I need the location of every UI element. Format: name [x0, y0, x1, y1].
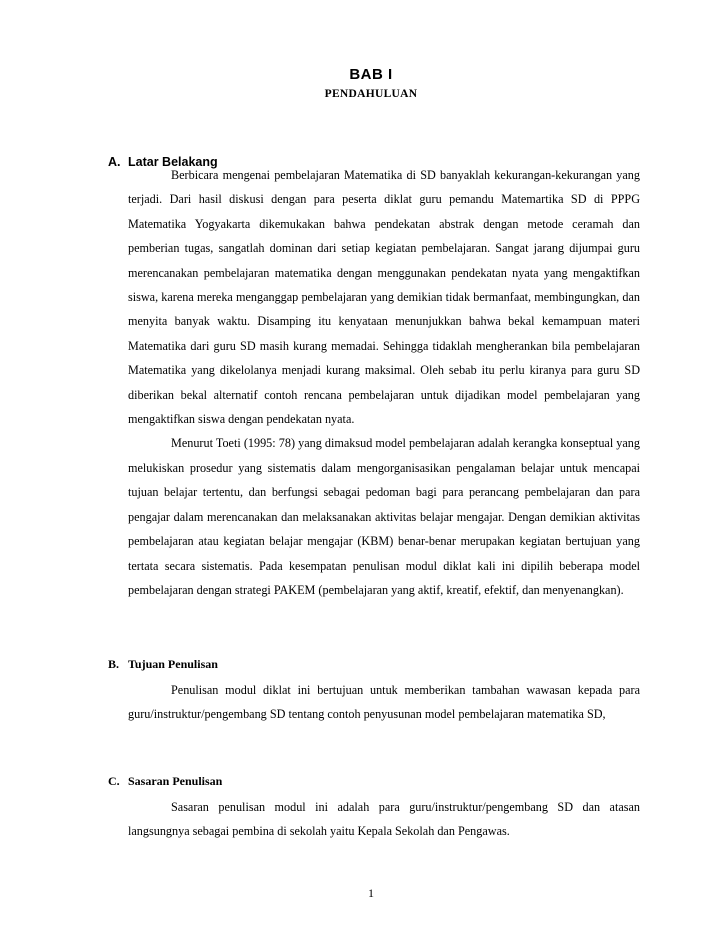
section-title: Sasaran Penulisan [128, 774, 223, 788]
chapter-title: PENDAHULUAN [324, 88, 418, 100]
paragraph: Menurut Toeti (1995: 78) yang dimaksud model pembelajaran adalah kerangka konseptual yang melukiskan prosedur yang sistematis dalam mengorganisasikan pengalaman belajar untuk mencapai tujuan belajar tertentu, dan berfungsi sebagai pedoman bagi para perancang pembelajaran dan para pengajar dalam merencanakan dan melaksanakan aktivitas belajar mengajar. Dengan demikian aktivitas pembelajaran atau kegiatan belajar mengajar (KBM) benar-benar merupakan kegiatan bertujuan yang tertata secara sistematis. Pada kesempatan penulisan modul diklat kali ini dipilih beberapa model pembelajaran dengan strategi PAKEM (pembelajaran yang aktif, kreatif, efektif, dan menyenangkan). [128, 436, 640, 597]
paragraph: Berbicara mengenai pembelajaran Matematika di SD banyaklah kekurangan-kekurangan yang terjadi. Dari hasil diskusi dengan para peserta diklat guru pemandu Matemartika SD di PPPG Matematika Yogyakarta dikemukakan bahwa pendekatan abstrak dengan metode ceramah dan pemberian tugas, sangatlah dominan dari setiap kegiatan pembelajaran. Sangat jarang dijumpai guru merencanakan pembelajaran matematika dengan menggunakan pendekatan nyata yang mengaktifkan siswa, karena mereka menganggap pembelajaran yang demikian tidak bermanfaat, membingungkan, dan menyita banyak waktu. Disamping itu kenyataan menunjukkan bahwa bekal kemampuan materi Matematika dari guru SD masih kurang memadai. Sehingga tidaklah mengherankan bila pembelajaran Matematika yang dikelolanya menjadi kurang maksimal. Oleh sebab itu perlu kiranya para guru SD diberikan bekal alternatif contoh rencana pembelajaran untuk dijadikan model pembelajaran yang mengaktifkan siswa dengan pendekatan nyata. [128, 168, 640, 427]
section-heading [108, 774, 640, 788]
section-sasaran-penulisan [108, 774, 640, 844]
section-body [128, 678, 640, 727]
section-tujuan-penulisan [108, 657, 640, 727]
paragraph: Penulisan modul diklat ini bertujuan untuk memberikan tambahan wawasan kepada para guru/instruktur/pengembang SD tentang contoh penyusunan model pembelajaran matematika SD, [128, 683, 640, 722]
section-title: Latar Belakang [128, 155, 218, 169]
page-number: 1 [368, 886, 374, 900]
section-latar-belakang [108, 155, 640, 602]
section-body [128, 795, 640, 844]
section-title: Tujuan Penulisan [128, 657, 218, 671]
section-letter: B. [108, 657, 120, 671]
section-body [128, 163, 640, 602]
chapter-heading: BAB I [349, 66, 393, 83]
section-letter: C. [108, 774, 120, 788]
section-heading [108, 657, 640, 671]
section-letter: A. [108, 155, 121, 169]
paragraph: Sasaran penulisan modul ini adalah para guru/instruktur/pengembang SD dan atasan langsungnya sebagai pembina di sekolah yaitu Kepala Sekolah dan Pengawas. [128, 800, 640, 839]
